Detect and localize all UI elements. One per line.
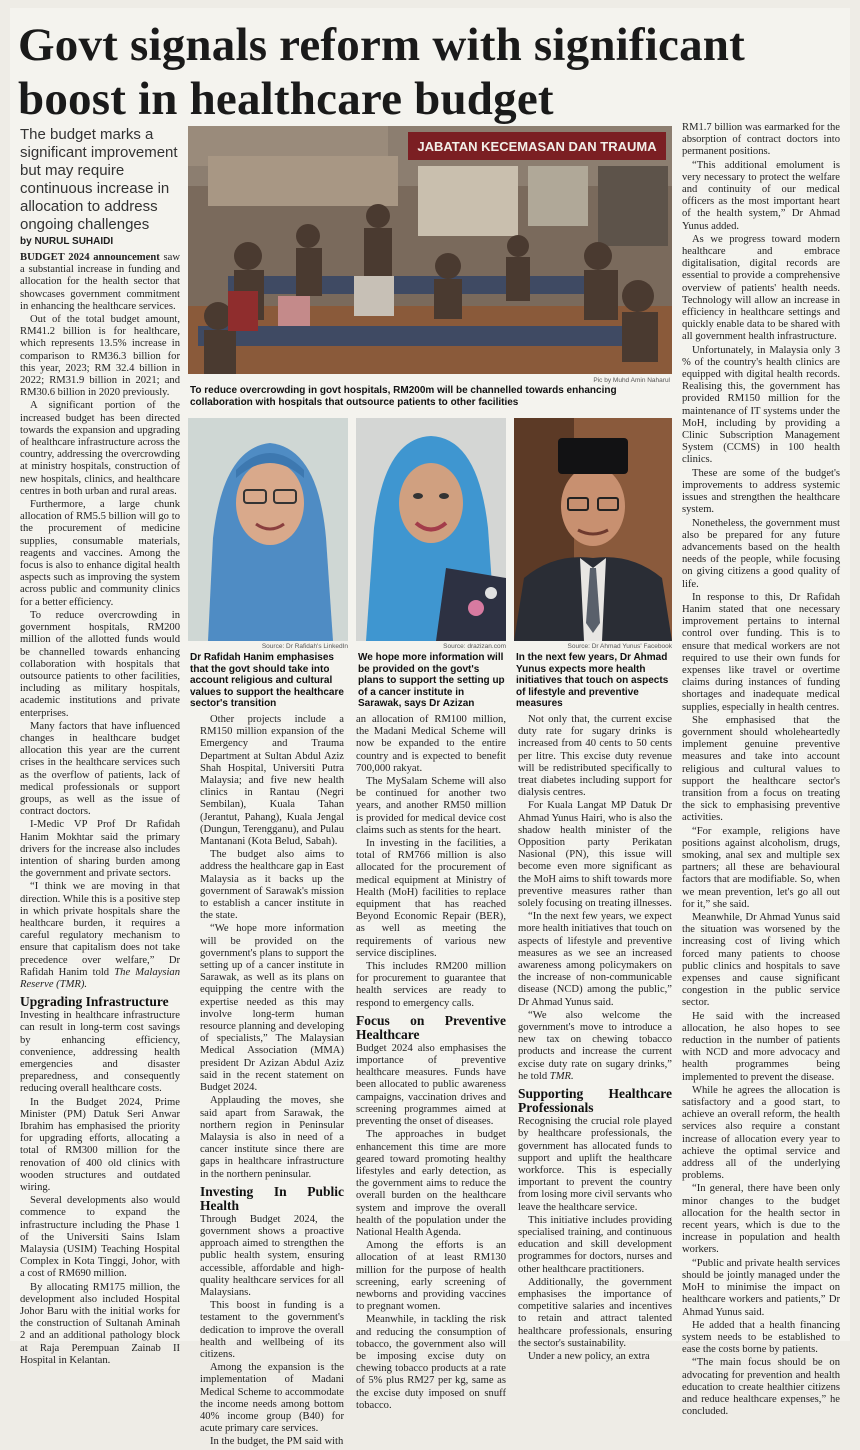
dr-azizan-portrait	[356, 418, 506, 641]
subhead-supporting-professionals: Supporting Healthcare Professionals	[518, 1086, 672, 1116]
subhead-investing-public-health: Investing In Public Health	[200, 1183, 344, 1213]
col5-paragraph-3: As we progress toward modern healthcare and embrace digitalisation, digital records are essential to provide a comprehensive overview of patients' health needs. Technology will allow an increase in efficiency in healthcare settings and quickly enable data to be shared with all government health infrastructure.	[682, 233, 840, 343]
col2-paragraph-8: In the budget, the PM said with	[210, 1436, 344, 1448]
column-4	[518, 714, 672, 1364]
col2-paragraph-6: This boost in funding is a testament to the government's dedication to improve the overall health and wellbeing of its citizens.	[200, 1300, 344, 1360]
emergency-sign: JABATAN KECEMASAN DAN TRAUMA	[417, 139, 657, 154]
col3-paragraph-8: Meanwhile, in tackling the risk and reducing the consumption of tobacco, the government also will be imposing excise duty on chewing tobacco products at a rate of 5% plus RM27 per kg, same as the excise duty imposed on snuff tobacco.	[356, 1314, 506, 1411]
col1-lead: BUDGET 2024 announcement	[20, 252, 160, 263]
azizan-photo-credit: Source: drazizan.com	[443, 643, 506, 650]
publication-abbrev: TMR.	[549, 1070, 574, 1082]
col1-paragraph-5: To reduce overcrowding in government hospitals, RM200 million of the allotted funds would be channelled towards enhancing collaboration with hospitals that outsource patients to other facilities, including as military hospitals, academic institutions and private enterprises.	[20, 609, 180, 719]
publication-name: The Malaysian Reserve (TMR).	[20, 966, 180, 990]
col3-paragraph-6: The approaches in budget enhancement this time are more geared toward promoting healthy lifestyles and early detection, as the government aims to reduce the overall burden on the healthcare system and improve the overall health of the population under the National Health Agenda.	[356, 1129, 506, 1238]
col4-paragraph-8: Under a new policy, an extra	[528, 1350, 650, 1362]
col1-paragraph-1-text: saw a substantial increase in funding and allocation for the health sector that showcases government commitment in enhancing the healthcare services.	[20, 252, 181, 312]
column-3	[356, 714, 506, 1413]
ahmad-caption: In the next few years, Dr Ahmad Yunus expects more health initiatives that touch on aspects of lifestyle and preventive measures	[516, 652, 669, 709]
col4-paragraph-4-text: “We also welcome the government's move to introduce a new tax on chewing tobacco products and increase the current excise duty rate on sugary drinks,” he told	[518, 1009, 672, 1082]
col3-paragraph-4: This includes RM200 million for procurement to guarantee that health services are ready to respond to emergency calls.	[356, 961, 506, 1009]
col2-paragraph-3: “We hope more information will be provided on the government's plans to support the setting up of a cancer institute in Sarawak, as well as its plans on equipping the centre with the expertise needed as this may involve long-term human resource planning and developing of specialists,” The Malaysian Medical Association (MMA) president Dr Azizan Abdul Aziz said in the recent statement on Budget 2024.	[200, 923, 344, 1094]
byline: by NURUL SUHAIDI	[20, 236, 114, 247]
rafidah-illustration	[188, 418, 348, 641]
col4-paragraph-5: Recognising the crucial role played by healthcare professionals, the government has allocated funds to support and uplift the healthcare workforce. This is especially important to prevent the country from losing more civil servants who leave the healthcare service.	[518, 1116, 672, 1213]
col5-paragraph-5: These are some of the budget's improvements to address systemic issues and strengthen the healthcare system.	[682, 467, 840, 516]
col5-paragraph-14: “Public and private health services should be jointly managed under the MoH to minimise the impact on healthcare workers and patients,” Dr Ahmad Yunus said.	[682, 1257, 840, 1318]
col3-paragraph-3: In investing in the facilities, a total of RM766 million is also allocated for the procurement of medical equipment at Ministry of Health (MoH) facilities to replace equipment that has reached Beyond Economic Repair (BER), as well as meeting the requirements of various new service disciplines.	[356, 838, 506, 959]
col1-paragraph-10: In the Budget 2024, Prime Minister (PM) Datuk Seri Anwar Ibrahim has emphasised the priority for upgrading efforts, allocating a total of RM300 million for the renovation of 400 old clinics with wooden structures and outdated wiring.	[20, 1096, 180, 1194]
col1-paragraph-8	[20, 881, 180, 991]
col2-paragraph-2: The budget also aims to address the healthcare gap in East Malaysia as it backs up the government of Sarawak's mission to establish a cancer institute in the state.	[200, 849, 344, 922]
rafidah-caption: Dr Rafidah Hanim emphasises that the govt should take into account religious and cultural values to support the healthcare sector's transition	[190, 652, 344, 709]
col5-paragraph-12: While he agrees the allocation is satisfactory and a good start, to achieve an overall reform, the health services also require a constant increase of allocation every year to achieve the optimal service and address all of the underlying problems.	[682, 1084, 840, 1182]
col1-paragraph-11: Several developments also would commence to expand the infrastructure including the Phase 1 of the Universiti Sains Islam Malaysia (USIM) Teaching Hospital Complex in Kota Tinggi, Johor, with a cost of RM690 million.	[20, 1195, 180, 1280]
col5-paragraph-15: He added that a health financing system needs to be established to ease the costs borne by patients.	[682, 1319, 840, 1356]
col2-paragraph-5: Through Budget 2024, the government shows a proactive approach aimed to strengthen the public health system, ensuring accessible, affordable and high-quality healthcare services for all Malaysians.	[200, 1213, 344, 1298]
ahmad-photo-credit: Source: Dr Ahmad Yunus' Facebook	[567, 643, 672, 650]
col1-paragraph-2: Out of the total budget amount, RM41.2 billion is for healthcare, which represents 13.5% increase in comparison to RM36.3 billion for this year, 2023; RM 32.4 billion in 2022; RM31.9 billion in 2021; and RM30.6 billion in 2020 previously.	[20, 314, 180, 399]
col2-paragraph-7: Among the expansion is the implementation of Madani Medical Scheme to accommodate the income needs among bottom 40% income group (B40) for acute primary care services.	[200, 1362, 344, 1435]
col4-paragraph-1: Not only that, the current excise duty rate for sugary drinks is increased from 40 cents to 50 cents per litre. This excise duty revenue will be redistributed specifically to treat diabetes including support for dialysis centres.	[518, 714, 672, 799]
col4-paragraph-2: For Kuala Langat MP Datuk Dr Ahmad Yunus Hairi, who is also the shadow health minister of the Opposition party Perikatan Nasional (PN), this issue will become even more significant as the MoH aims to shift towards more preventive measures rather than solely focusing on treating illnesses.	[518, 800, 672, 910]
col5-paragraph-16: “The main focus should be on advocating for prevention and health education to create healthier citizens and reduce healthcare expenses,” he concluded.	[682, 1357, 840, 1418]
ahmad-illustration	[514, 418, 672, 641]
col5-paragraph-10: Meanwhile, Dr Ahmad Yunus said the situation was worsened by the increasing cost of living which forced many patients to choose public clinics and hospitals to save expenses and cause significant congestion in the public service sector.	[682, 912, 840, 1009]
column-1	[20, 252, 180, 1368]
col5-paragraph-6: Nonetheless, the government must also be prepared for any future advancements based on the health needs of the people, while focusing on giving citizens a good quality of life.	[682, 517, 840, 590]
column-5	[682, 122, 840, 1419]
col4-paragraph-6: This initiative includes providing specialised training, and continuous education and skill development programmes for doctors, nurses and other healthcare practitioners.	[518, 1214, 672, 1275]
col1-paragraph-3: A significant portion of the increased budget has been directed towards the expansion and upgrading of healthcare infrastructure across the country, addressing the overcrowding at ministry hospitals, construction of new hospitals, clinics, and healthcare centres in both urban and rural areas.	[20, 400, 180, 497]
headline-line-2: boost in healthcare budget	[18, 73, 554, 125]
column-2	[200, 714, 344, 1450]
col5-paragraph-1: RM1.7 billion was earmarked for the absorption of contract doctors into permanent positions.	[682, 122, 840, 158]
azizan-caption: We hope more information will be provided on the govt's plans to support the setting up of a cancer institute in Sarawak, says Dr Azizan	[358, 652, 505, 709]
dr-rafidah-portrait	[188, 418, 348, 641]
subhead-focus-preventive: Focus on Preventive Healthcare	[356, 1012, 506, 1042]
hospital-scene-illustration	[188, 126, 672, 374]
col5-paragraph-13: “In general, there have been only minor changes to the budget allocation for the health sector in recent years, which is due to the increase in population and health workers.	[682, 1183, 840, 1256]
col1-paragraph-8-text: “I think we are moving in that direction. While this is a positive step in which private hospitals share the healthcare burden, it requires a careful regulatory mechanism to ensure that capitalism does not take precedence over welfare,” Dr Rafidah Hanim told	[20, 881, 180, 978]
col5-paragraph-11: He said with the increased allocation, he also hopes to see reduction in the number of patients with NCD and more advocacy and health programmes being implemented to prevent the disease.	[682, 1010, 840, 1083]
standfirst: The budget marks a significant improvement but may require continuous increase in allocation to address ongoing challenges	[20, 126, 178, 233]
col2-paragraph-1: Other projects include a RM150 million expansion of the Emergency and Trauma Department at Sultan Abdul Aziz Shah Hospital, Universiti Putra Malaysia; and five new health clinics in Rantau (Negri Sembilan), Kuala Tahan (Jerantut, Pahang), Kuala Jengal (Dungun, Terengganu), and Pulau Mantanani (Kota Belud, Sabah).	[200, 714, 344, 848]
col1-paragraph-7: I-Medic VP Prof Dr Rafidah Hanim Mokhtar said the primary drivers for the increase also includes intention of sharing burden among the government and private sectors.	[20, 819, 180, 880]
col5-paragraph-7: In response to this, Dr Rafidah Hanim stated that one necessary improvement pertains to internal control over funding. This is to ensure that medical workers are not required to use their own funds for expenses like travel or overtime claims during instances of funding shortages and inadequate medical supplies, especially in health centres.	[682, 591, 840, 713]
col1-paragraph-6: Many factors that have influenced changes in healthcare budget allocation this year are the current crises in the healthcare services such as the overflow of patients, lack of medical professionals or support groups, as well as the issue of contract doctors.	[20, 720, 180, 818]
headline	[18, 18, 838, 126]
col3-paragraph-1: an allocation of RM100 million, the Madani Medical Scheme will now be expanded to the entire country and is expected to benefit 700,000 rakyat.	[356, 714, 506, 774]
col3-paragraph-2: The MySalam Scheme will also be continued for another two years, and another RM50 million is provided for medical device cost claims such as stents for the heart.	[356, 776, 506, 836]
headline-line-1: Govt signals reform with significant	[18, 19, 745, 71]
col5-paragraph-4: Unfortunately, in Malaysia only 3 % of the country's health clinics are equipped with digital health records. Realising this, the government has provided RM150 million for the maintenance of IT systems under the MoH, including by providing a Clinic Subscription Management System (CCMS) in 100 health clinics.	[682, 344, 840, 466]
col3-paragraph-7: Among the efforts is an allocation of at least RM130 million for the purpose of health screening, early screening of newborns and providing vaccines to pregnant women.	[356, 1240, 506, 1313]
col4-paragraph-3: “In the next few years, we expect more health initiatives that touch on aspects of lifestyle and preventive measures as we see an increased awareness among policymakers on the increase of non-communicable disease (NCD) among the public,” Dr Ahmad Yunus said.	[518, 911, 672, 1008]
hospital-waiting-area-photo	[188, 126, 672, 374]
col3-paragraph-5: Budget 2024 also emphasises the importance of preventive healthcare measures. Funds have been allocated to public awareness campaigns, vaccination drives and screening programmes aimed at preventing the onset of diseases.	[356, 1042, 506, 1128]
col2-paragraph-4: Applauding the moves, she said apart from Sarawak, the northern region in Peninsular Malaysia is also in need of a cancer institute since there are gaps in healthcare infrastructure in the northern peninsular.	[200, 1095, 344, 1180]
rafidah-photo-credit: Source: Dr Rafidah's LinkedIn	[261, 643, 348, 650]
col4-paragraph-7: Additionally, the government emphasises the importance of competitive salaries and incentives to retain and attract talented healthcare professionals, ensuring the sector's sustainability.	[518, 1276, 672, 1349]
col5-paragraph-9: “For example, religions have positions against alcoholism, drugs, smoking, anal sex and multiple sex partners; all these are behavioural factors that are modifiable. So, when we mean prevention, let's go all out for it,” she said.	[682, 825, 840, 910]
col1-paragraph-12: By allocating RM175 million, the development also included Hospital Johor Baru with the initial works for the construction of Sultanah Aminah 2 and an additional pathology block at Raja Perempuan Zainab II Hospital in Kelantan.	[20, 1281, 180, 1366]
col1-paragraph-1	[20, 252, 180, 313]
col5-paragraph-8: She emphasised that the government should wholeheartedly implement genuine preventive measures and take into account religious and cultural values to support the healthcare sector's transition from a focus on treating the sick to emphasising preventive activities.	[682, 714, 840, 824]
subhead-upgrading-infrastructure: Upgrading Infrastructure	[20, 994, 169, 1010]
col4-paragraph-4	[518, 1010, 672, 1083]
main-photo-caption: To reduce overcrowding in govt hospitals, RM200m will be channelled towards enhancing collaboration with hospitals that outsource patients to other facilities	[190, 385, 617, 408]
main-photo-credit: Pic by Muhd Amin Naharul	[593, 377, 670, 384]
azizan-illustration	[356, 418, 506, 641]
col5-paragraph-2: “This additional emolument is very necessary to protect the welfare and continuity of our medical officers as the most important heart of the health system,” Dr Ahmad Yunus added.	[682, 159, 840, 232]
dr-ahmad-yunus-portrait	[514, 418, 672, 641]
col1-paragraph-9: Investing in healthcare infrastructure can result in long-term cost savings by enhancing efficiency, convenience, addressing health emergencies and disaster preparedness, and consequently reducing overall healthcare costs.	[20, 1010, 180, 1095]
col1-paragraph-4: Furthermore, a large chunk allocation of RM5.5 billion will go to the procurement of medicine supplies, consumable materials, reagents and vaccines. Among the focus is also to enhance digital health aspects such as improving the system across public and community clinics for a better efficiency.	[20, 499, 180, 608]
